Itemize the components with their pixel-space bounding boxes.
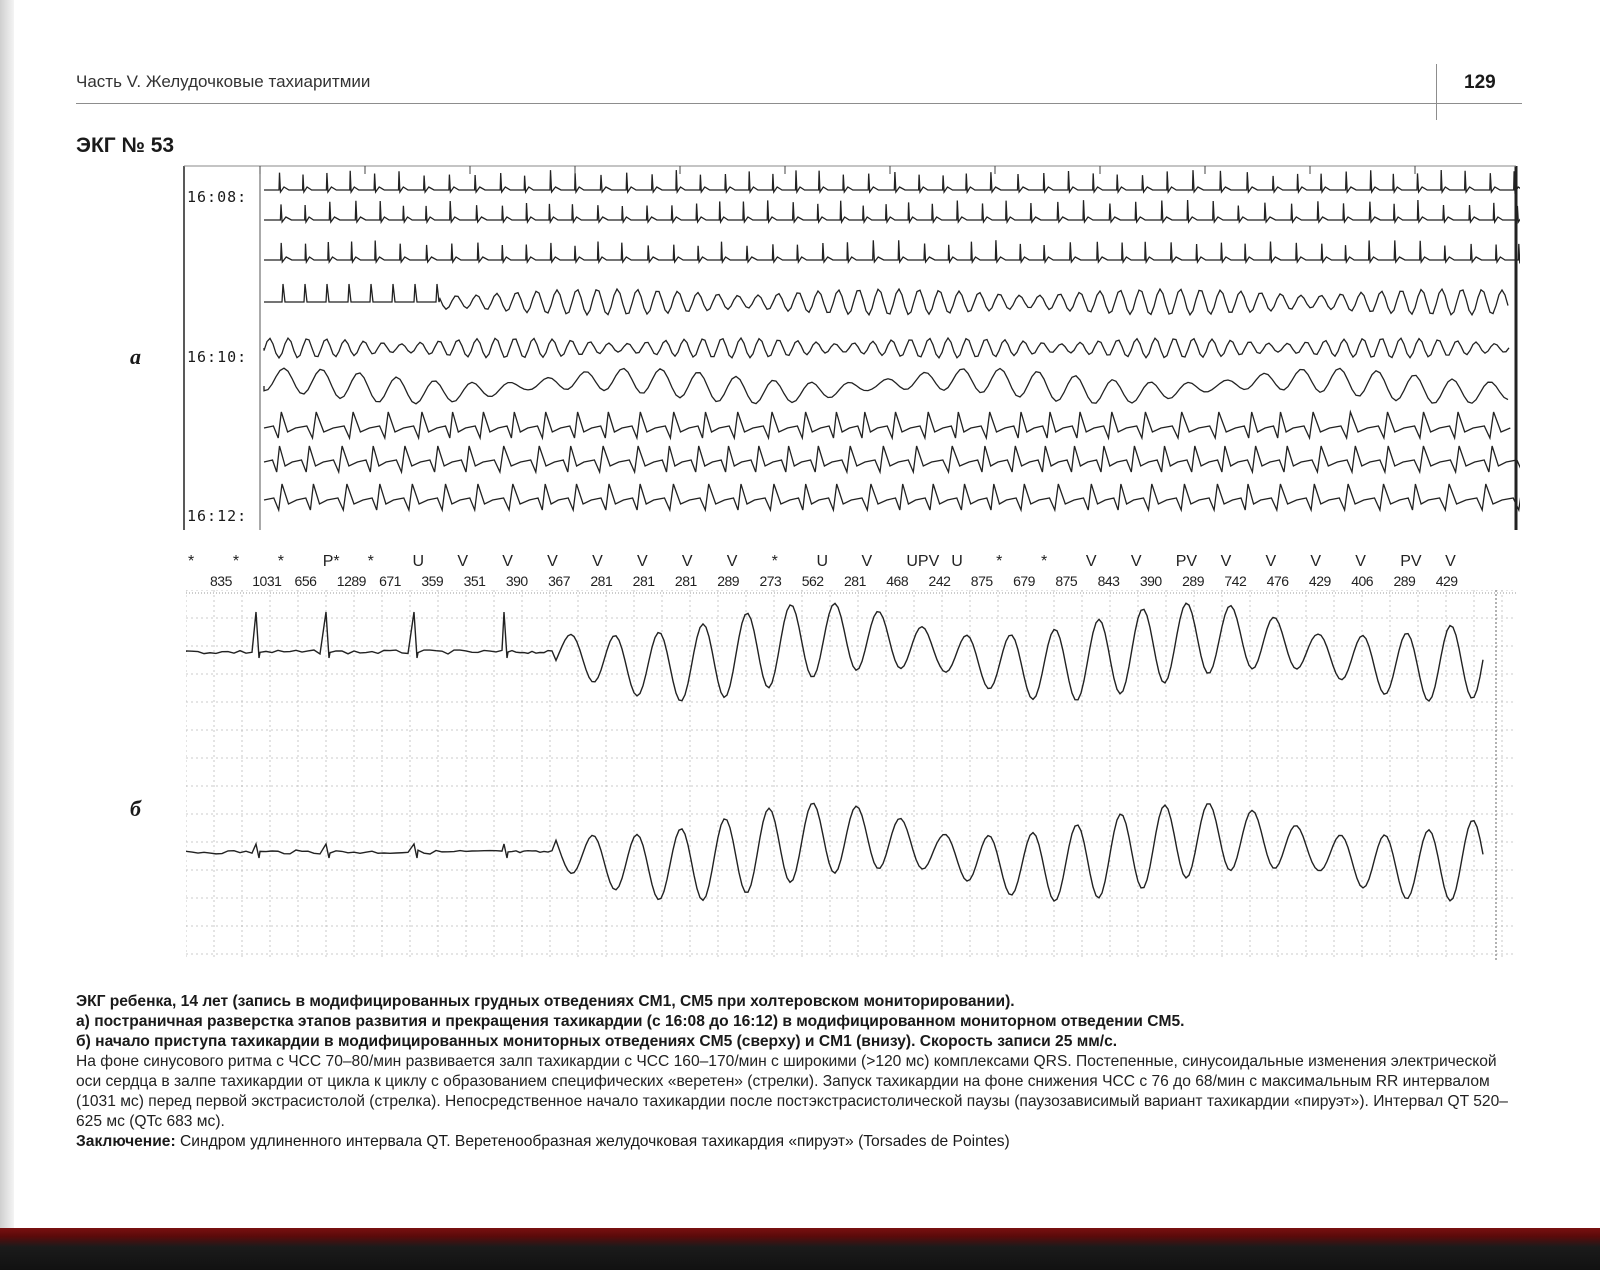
rr-interval: 1031 <box>252 573 282 589</box>
conclusion-text: Синдром удлиненного интервала QT. Веретенообразная желудочковая тахикардия «пируэт» (Torsades de Pointes) <box>180 1133 1010 1150</box>
rr-interval: 281 <box>844 573 866 589</box>
beat-marker: V <box>1220 553 1232 570</box>
header-vertical-rule <box>1436 64 1437 120</box>
rr-interval: 289 <box>1182 573 1204 589</box>
panel-b-label: б <box>130 796 141 821</box>
rr-interval: 281 <box>674 573 697 589</box>
beat-marker: P* <box>322 553 340 570</box>
beat-marker: * <box>232 553 240 570</box>
ecg-title: ЭКГ № 53 <box>76 134 175 157</box>
book-edge <box>0 1228 1600 1270</box>
rr-interval: 289 <box>717 573 740 589</box>
rr-interval: 359 <box>421 573 444 589</box>
header-rule <box>76 103 1522 104</box>
rr-interval: 476 <box>1266 573 1289 589</box>
time-label: 16:08: <box>187 188 248 206</box>
rr-interval: 390 <box>1139 573 1162 589</box>
ecg-trace-a <box>264 446 1520 472</box>
time-label: 16:12: <box>187 507 248 525</box>
beat-marker: V <box>1085 553 1097 570</box>
beat-marker: U <box>951 553 963 570</box>
caption-line-3: б) начало приступа тахикардии в модифицированных мониторных отведениях CM5 (сверху) и CM1 (внизу). Скорость записи 25 мм/с. <box>76 1033 1118 1050</box>
ecg-trace-b <box>186 803 1483 901</box>
page-number: 129 <box>1464 72 1496 93</box>
time-label: 16:10: <box>187 348 248 366</box>
beat-marker: V <box>1265 553 1277 570</box>
caption-body: На фоне синусового ритма с ЧСС 70–80/мин развивается залп тахикардии с ЧСС 160–170/мин с широкими (>120 мс) комплексами QRS. Постепенные, синусоидальные изменения электрической оси сердца в залпе тахикардии от цикла к циклу с образованием специфических «веретен» (стрелки). Запуск тахикардии на фоне снижения ЧСС с 76 до 68/мин с максимальным RR интервалом (1031 мс) перед первой экстрасистолой (стрелка). Непосредственное начало тахикардии после постэкстрасистолической паузы (паузозависимый вариант тахикардии «пируэт»). Интервал QT 520–625 мс (QTc 683 мс). <box>76 1053 1508 1130</box>
panel-a-label: а <box>130 344 141 369</box>
conclusion-label: Заключение: <box>76 1133 176 1150</box>
rr-interval: 390 <box>505 573 528 589</box>
caption-line-2: а) постраничная разверстка этапов развития и прекращения тахикардии (с 16:08 до 16:12) в модифицированном мониторном отведении CM5. <box>76 1013 1185 1030</box>
ecg-trace-a <box>264 170 1520 192</box>
rr-interval: 875 <box>1055 573 1078 589</box>
beat-marker: V <box>1130 553 1142 570</box>
rr-interval: 429 <box>1308 573 1331 589</box>
caption-conclusion <box>76 1132 1522 1152</box>
beat-marker: V <box>636 553 648 570</box>
ecg-trace-a <box>264 284 1508 315</box>
beat-marker: * <box>771 553 778 570</box>
rr-interval: 242 <box>928 573 951 589</box>
beat-marker: * <box>996 553 1003 570</box>
rr-interval: 671 <box>379 573 401 589</box>
ecg-panel-b <box>186 590 1520 966</box>
caption-line-1: ЭКГ ребенка, 14 лет (запись в модифицированных грудных отведениях CM1, CM5 при холтеровском мониторировании). <box>76 993 1015 1010</box>
rr-interval: 875 <box>970 573 993 589</box>
rr-interval: 273 <box>759 573 782 589</box>
rr-interval: 835 <box>210 573 232 589</box>
ecg-trace-a <box>264 338 1509 358</box>
rr-interval: 468 <box>886 573 909 589</box>
beat-marker: * <box>188 553 195 570</box>
beat-marker: V <box>726 553 738 570</box>
ecg-trace-a <box>264 240 1520 262</box>
ecg-trace-b <box>186 603 1483 701</box>
ecg-trace-a <box>264 412 1510 438</box>
beat-marker: V <box>1355 553 1366 570</box>
beat-marker: V <box>547 553 558 570</box>
rr-interval: 406 <box>1351 573 1374 589</box>
rr-interval: 429 <box>1435 573 1458 589</box>
rr-interval: 281 <box>590 573 613 589</box>
beat-marker: U <box>412 553 425 570</box>
beat-marker: PV <box>1400 553 1422 570</box>
rr-interval: 367 <box>548 573 570 589</box>
rr-interval: 679 <box>1013 573 1035 589</box>
beat-marker: * <box>277 553 285 570</box>
rr-interval: 1289 <box>336 573 366 589</box>
beat-marker: UPV <box>906 553 940 570</box>
rr-interval: 351 <box>463 573 486 589</box>
ecg-trace-a <box>264 200 1520 222</box>
rr-interval: 742 <box>1224 573 1247 589</box>
beat-marker: V <box>1445 553 1456 570</box>
beat-marker: * <box>1041 553 1048 570</box>
beat-marker: * <box>367 553 374 570</box>
figure-caption <box>76 992 1522 1152</box>
rr-interval: 843 <box>1097 573 1120 589</box>
beat-marker: V <box>1310 553 1322 570</box>
rr-interval: 656 <box>294 573 317 589</box>
beat-marker: V <box>502 553 513 570</box>
rr-interval: 281 <box>632 573 655 589</box>
page-edge <box>0 0 14 1270</box>
ecg-trace-a <box>264 484 1520 510</box>
rr-interval: 562 <box>801 573 824 589</box>
beat-marker: V <box>592 553 603 570</box>
beat-marker: V <box>861 553 873 570</box>
ecg-trace-a <box>264 368 1508 404</box>
beat-marker: V <box>457 553 469 570</box>
beat-marker: U <box>816 553 829 570</box>
beat-marker: V <box>681 553 693 570</box>
rr-interval: 289 <box>1393 573 1416 589</box>
beat-marker: PV <box>1175 553 1198 570</box>
running-title: Часть V. Желудочковые тахиаритмии <box>76 72 371 91</box>
ecg-panel-a <box>180 160 1520 532</box>
